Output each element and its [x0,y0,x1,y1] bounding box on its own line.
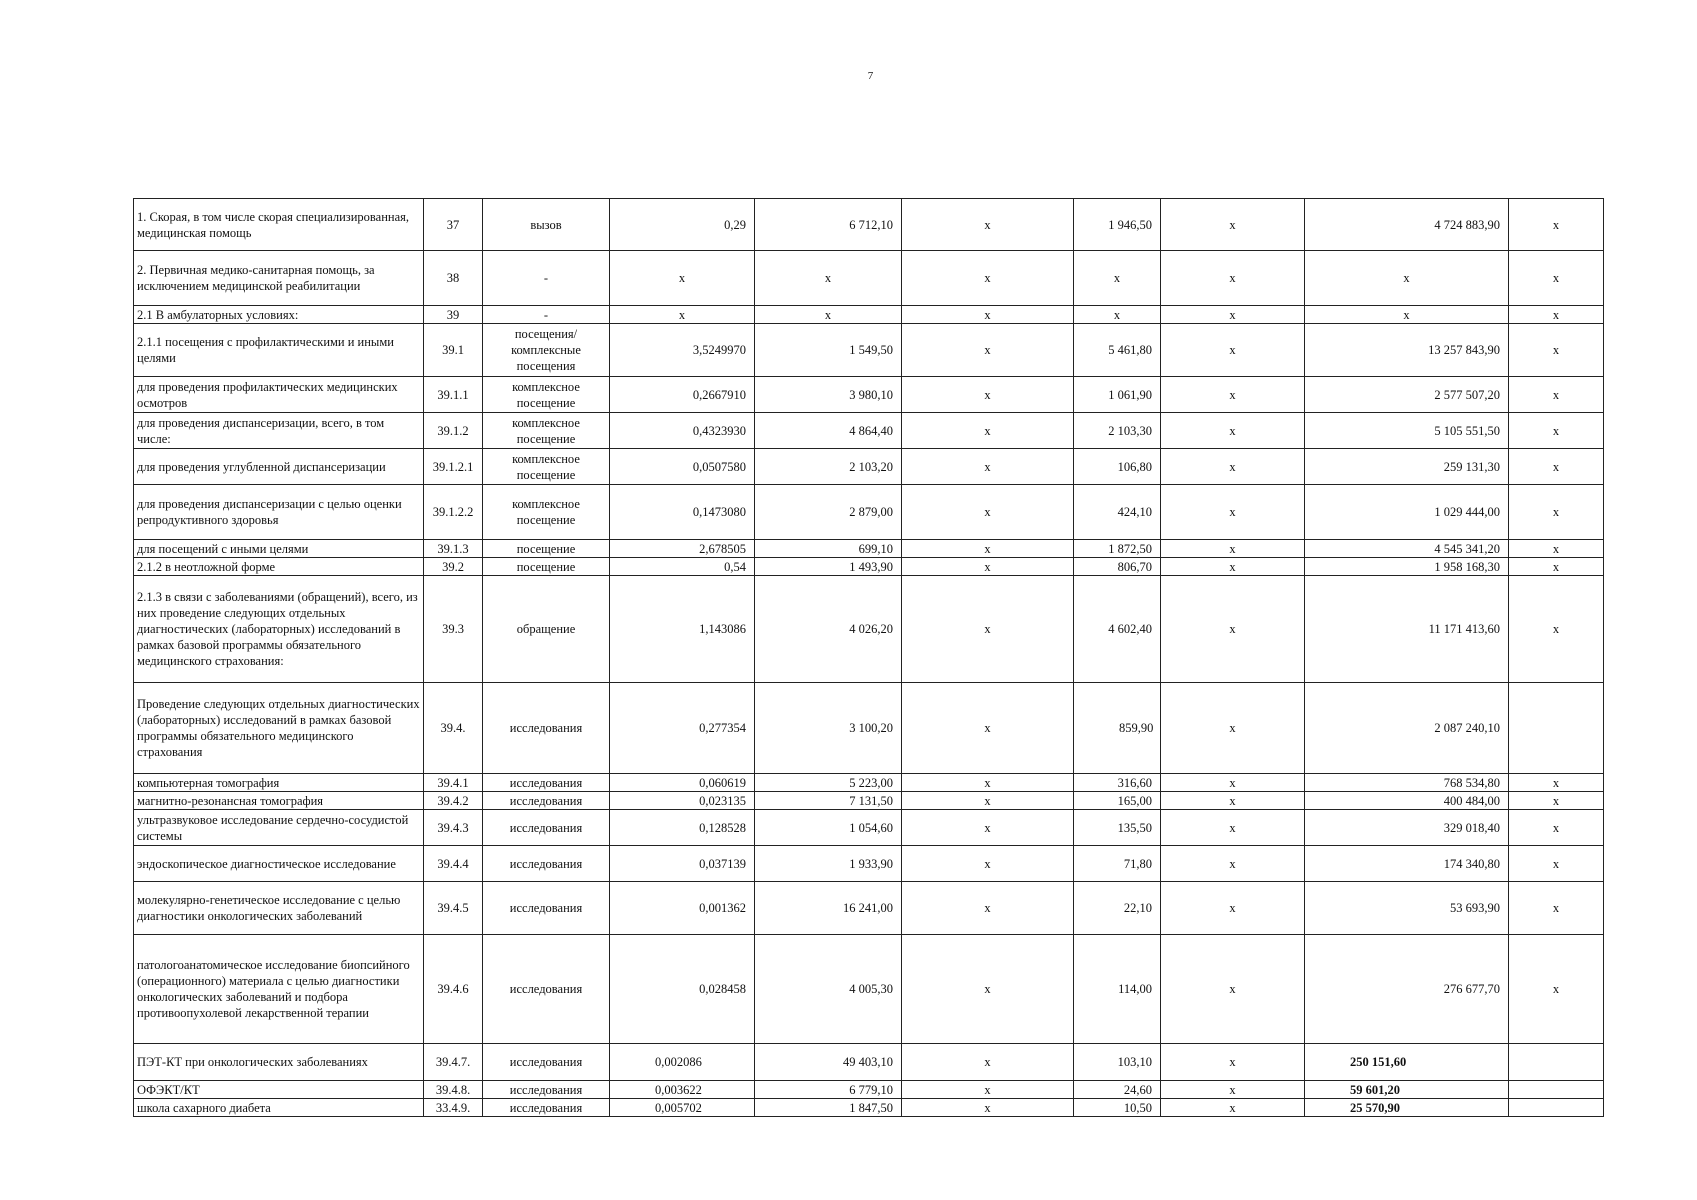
cell-value-3: х [902,251,1074,306]
cell-value-1: 0,005702 [610,1099,755,1117]
cell-code: 39.4.5 [424,882,483,935]
page-number: 7 [867,70,874,82]
cell-value-4: 22,10 [1074,882,1161,935]
table-row [134,576,1604,683]
cell-name: патологоанатомическое исследование биопсийного (операционного) материала с целью диагностики онкологических заболеваний и подбора противоопухолевой лекарственной терапии [134,935,424,1044]
cell-value-4: 165,00 [1074,792,1161,810]
cell-value-7: х [1509,449,1604,485]
cell-value-4: 135,50 [1074,810,1161,846]
cell-unit: исследования [483,792,610,810]
cell-name: для посещений с иными целями [134,540,424,558]
cell-value-1: 0,277354 [610,683,755,774]
cell-code: 37 [424,199,483,251]
cell-value-5: х [1161,251,1305,306]
cell-value-3: х [902,882,1074,935]
cell-value-6: 2 577 507,20 [1305,377,1509,413]
cell-value-2: 16 241,00 [755,882,902,935]
cell-value-5: х [1161,683,1305,774]
cell-value-5: х [1161,413,1305,449]
table-row [134,485,1604,540]
cell-value-5: х [1161,199,1305,251]
cell-value-1: 0,028458 [610,935,755,1044]
cell-value-4: 316,60 [1074,774,1161,792]
cell-value-3: х [902,306,1074,324]
cell-value-3: х [902,1099,1074,1117]
cell-value-7: х [1509,774,1604,792]
cell-value-1: 0,037139 [610,846,755,882]
table-row [134,1081,1604,1099]
cell-value-1: 0,29 [610,199,755,251]
cell-value-6: 400 484,00 [1305,792,1509,810]
cell-name: 2.1.1 посещения с профилактическими и иными целями [134,324,424,377]
cell-value-5: х [1161,306,1305,324]
cell-value-3: х [902,540,1074,558]
cell-value-4: 114,00 [1074,935,1161,1044]
cell-value-4: х [1074,306,1161,324]
cell-unit: - [483,251,610,306]
cell-value-6: 5 105 551,50 [1305,413,1509,449]
cell-value-2: 4 864,40 [755,413,902,449]
cell-name: 2.1.2 в неотложной форме [134,558,424,576]
cell-value-4: 1 946,50 [1074,199,1161,251]
table-body [134,199,1604,1117]
cell-code: 39.4.2 [424,792,483,810]
cell-value-1: 0,0507580 [610,449,755,485]
cell-value-6: 259 131,30 [1305,449,1509,485]
cell-value-5: х [1161,1044,1305,1081]
cell-value-4: 4 602,40 [1074,576,1161,683]
cell-value-4: 2 103,30 [1074,413,1161,449]
cell-name: компьютерная томография [134,774,424,792]
table-row [134,792,1604,810]
cell-value-2: 49 403,10 [755,1044,902,1081]
cell-unit: посещения/комплексные посещения [483,324,610,377]
table-row [134,199,1604,251]
cell-value-2: 1 847,50 [755,1099,902,1117]
cell-value-5: х [1161,449,1305,485]
table-row [134,449,1604,485]
cell-code: 39 [424,306,483,324]
cell-value-5: х [1161,810,1305,846]
table-row [134,935,1604,1044]
table-row [134,683,1604,774]
cell-value-2: 4 026,20 [755,576,902,683]
cell-value-2: 1 549,50 [755,324,902,377]
cell-value-2: 2 103,20 [755,449,902,485]
cell-value-1: 2,678505 [610,540,755,558]
cell-unit: исследования [483,1044,610,1081]
table-row [134,1044,1604,1081]
cell-value-3: х [902,413,1074,449]
cell-name: ультразвуковое исследование сердечно-сосудистой системы [134,810,424,846]
cell-value-1: 0,128528 [610,810,755,846]
cell-code: 39.1.2 [424,413,483,449]
cell-value-1: х [610,251,755,306]
cell-value-7: х [1509,810,1604,846]
cell-value-3: х [902,683,1074,774]
cell-name: 1. Скорая, в том числе скорая специализированная, медицинская помощь [134,199,424,251]
table-row [134,377,1604,413]
cell-value-7: х [1509,485,1604,540]
cell-value-6: х [1305,306,1509,324]
cell-unit: исследования [483,810,610,846]
cell-value-2: 1 493,90 [755,558,902,576]
cell-unit: посещение [483,558,610,576]
cell-value-6: 4 545 341,20 [1305,540,1509,558]
tariff-table [133,198,1604,1117]
cell-value-6: х [1305,251,1509,306]
cell-value-6: 2 087 240,10 [1305,683,1509,774]
cell-value-2: 2 879,00 [755,485,902,540]
cell-unit: комплексное посещение [483,449,610,485]
cell-value-5: х [1161,1099,1305,1117]
table-row [134,774,1604,792]
cell-value-7: х [1509,882,1604,935]
cell-value-7: х [1509,324,1604,377]
cell-value-2: 699,10 [755,540,902,558]
cell-value-3: х [902,846,1074,882]
cell-value-6: 329 018,40 [1305,810,1509,846]
cell-value-6: 1 958 168,30 [1305,558,1509,576]
cell-value-6: 4 724 883,90 [1305,199,1509,251]
cell-name: молекулярно-генетическое исследование с целью диагностики онкологических заболеваний [134,882,424,935]
cell-value-1: 0,002086 [610,1044,755,1081]
cell-value-3: х [902,1044,1074,1081]
cell-unit: вызов [483,199,610,251]
cell-unit: комплексное посещение [483,413,610,449]
cell-name: для проведения профилактических медицинских осмотров [134,377,424,413]
cell-value-2: 6 779,10 [755,1081,902,1099]
cell-value-4: 859,90 [1074,683,1161,774]
cell-value-6: 25 570,90 [1305,1099,1509,1117]
cell-code: 39.4.3 [424,810,483,846]
cell-unit: исследования [483,846,610,882]
cell-name: для проведения диспансеризации, всего, в том числе: [134,413,424,449]
cell-unit: комплексное посещение [483,377,610,413]
cell-value-2: 6 712,10 [755,199,902,251]
cell-name: ОФЭКТ/КТ [134,1081,424,1099]
cell-name: 2.1 В амбулаторных условиях: [134,306,424,324]
cell-value-1: 0,001362 [610,882,755,935]
cell-value-7: х [1509,540,1604,558]
cell-value-5: х [1161,792,1305,810]
cell-value-5: х [1161,1081,1305,1099]
cell-code: 39.4.7. [424,1044,483,1081]
cell-unit: исследования [483,683,610,774]
cell-value-2: х [755,306,902,324]
cell-unit: исследования [483,882,610,935]
cell-value-6: 276 677,70 [1305,935,1509,1044]
cell-value-5: х [1161,774,1305,792]
cell-value-1: 0,023135 [610,792,755,810]
cell-name: для проведения диспансеризации с целью оценки репродуктивного здоровья [134,485,424,540]
cell-value-3: х [902,935,1074,1044]
cell-value-1: 0,54 [610,558,755,576]
cell-unit: обращение [483,576,610,683]
cell-value-6: 11 171 413,60 [1305,576,1509,683]
cell-unit: исследования [483,1081,610,1099]
cell-value-1: 3,5249970 [610,324,755,377]
cell-value-1: 1,143086 [610,576,755,683]
cell-name: эндоскопическое диагностическое исследование [134,846,424,882]
cell-value-2: 1 933,90 [755,846,902,882]
cell-code: 39.4.6 [424,935,483,1044]
cell-value-7: х [1509,935,1604,1044]
cell-value-4: 71,80 [1074,846,1161,882]
table-row [134,882,1604,935]
cell-value-7: х [1509,792,1604,810]
cell-name: школа сахарного диабета [134,1099,424,1117]
cell-value-3: х [902,774,1074,792]
cell-code: 38 [424,251,483,306]
cell-value-1: х [610,306,755,324]
cell-code: 39.3 [424,576,483,683]
cell-value-3: х [902,485,1074,540]
cell-name: ПЭТ-КТ при онкологических заболеваниях [134,1044,424,1081]
cell-value-5: х [1161,485,1305,540]
cell-value-2: 3 100,20 [755,683,902,774]
cell-value-7: х [1509,413,1604,449]
cell-code: 39.1.2.2 [424,485,483,540]
cell-code: 39.1.1 [424,377,483,413]
cell-code: 39.1.2.1 [424,449,483,485]
cell-value-5: х [1161,576,1305,683]
cell-value-4: х [1074,251,1161,306]
cell-value-4: 106,80 [1074,449,1161,485]
cell-value-4: 806,70 [1074,558,1161,576]
cell-value-7: х [1509,558,1604,576]
cell-code: 33.4.9. [424,1099,483,1117]
cell-value-5: х [1161,846,1305,882]
cell-value-1: 0,060619 [610,774,755,792]
table-row [134,324,1604,377]
cell-value-4: 103,10 [1074,1044,1161,1081]
cell-value-4: 5 461,80 [1074,324,1161,377]
cell-unit: - [483,306,610,324]
cell-name: 2. Первичная медико-санитарная помощь, за исключением медицинской реабилитации [134,251,424,306]
cell-name: 2.1.3 в связи с заболеваниями (обращений), всего, из них проведение следующих отдельных диагностических (лабораторных) исследований в рамках базовой программы обязательного медицинского страхования: [134,576,424,683]
cell-value-7 [1509,1044,1604,1081]
cell-code: 39.4.1 [424,774,483,792]
cell-code: 39.4.8. [424,1081,483,1099]
table-row [134,846,1604,882]
cell-value-6: 53 693,90 [1305,882,1509,935]
table-row [134,558,1604,576]
cell-value-1: 0,4323930 [610,413,755,449]
cell-value-5: х [1161,935,1305,1044]
cell-value-7: х [1509,576,1604,683]
cell-value-2: 3 980,10 [755,377,902,413]
cell-value-2: 5 223,00 [755,774,902,792]
cell-value-4: 424,10 [1074,485,1161,540]
cell-value-7: х [1509,377,1604,413]
cell-value-7: х [1509,251,1604,306]
cell-value-3: х [902,810,1074,846]
cell-name: для проведения углубленной диспансеризации [134,449,424,485]
cell-value-4: 24,60 [1074,1081,1161,1099]
cell-value-3: х [902,576,1074,683]
cell-code: 39.4.4 [424,846,483,882]
cell-value-6: 59 601,20 [1305,1081,1509,1099]
table-row [134,306,1604,324]
cell-unit: исследования [483,774,610,792]
cell-value-1: 0,2667910 [610,377,755,413]
table-row [134,413,1604,449]
cell-value-7 [1509,683,1604,774]
cell-value-5: х [1161,882,1305,935]
cell-code: 39.4. [424,683,483,774]
cell-value-7: х [1509,199,1604,251]
cell-value-7: х [1509,306,1604,324]
cell-value-3: х [902,199,1074,251]
cell-unit: исследования [483,935,610,1044]
table-row [134,251,1604,306]
cell-value-2: х [755,251,902,306]
cell-value-2: 1 054,60 [755,810,902,846]
cell-value-5: х [1161,540,1305,558]
cell-value-2: 4 005,30 [755,935,902,1044]
cell-value-6: 250 151,60 [1305,1044,1509,1081]
cell-value-5: х [1161,324,1305,377]
cell-code: 39.2 [424,558,483,576]
cell-value-5: х [1161,377,1305,413]
cell-value-7 [1509,1099,1604,1117]
cell-unit: посещение [483,540,610,558]
cell-value-4: 10,50 [1074,1099,1161,1117]
cell-value-6: 1 029 444,00 [1305,485,1509,540]
cell-value-3: х [902,558,1074,576]
cell-unit: исследования [483,1099,610,1117]
table-row [134,540,1604,558]
cell-value-6: 174 340,80 [1305,846,1509,882]
table-row [134,1099,1604,1117]
table-row [134,810,1604,846]
cell-value-1: 0,003622 [610,1081,755,1099]
cell-value-4: 1 061,90 [1074,377,1161,413]
cell-unit: комплексное посещение [483,485,610,540]
cell-value-7: х [1509,846,1604,882]
cell-value-3: х [902,324,1074,377]
cell-value-4: 1 872,50 [1074,540,1161,558]
cell-value-3: х [902,377,1074,413]
cell-value-7 [1509,1081,1604,1099]
cell-name: магнитно-резонансная томография [134,792,424,810]
cell-value-6: 13 257 843,90 [1305,324,1509,377]
cell-value-1: 0,1473080 [610,485,755,540]
cell-value-3: х [902,449,1074,485]
cell-code: 39.1.3 [424,540,483,558]
cell-code: 39.1 [424,324,483,377]
cell-value-2: 7 131,50 [755,792,902,810]
cell-value-5: х [1161,558,1305,576]
cell-value-6: 768 534,80 [1305,774,1509,792]
cell-value-3: х [902,1081,1074,1099]
cell-value-3: х [902,792,1074,810]
cell-name: Проведение следующих отдельных диагностических (лабораторных) исследований в рамках базовой программы обязательного медицинского страхования [134,683,424,774]
